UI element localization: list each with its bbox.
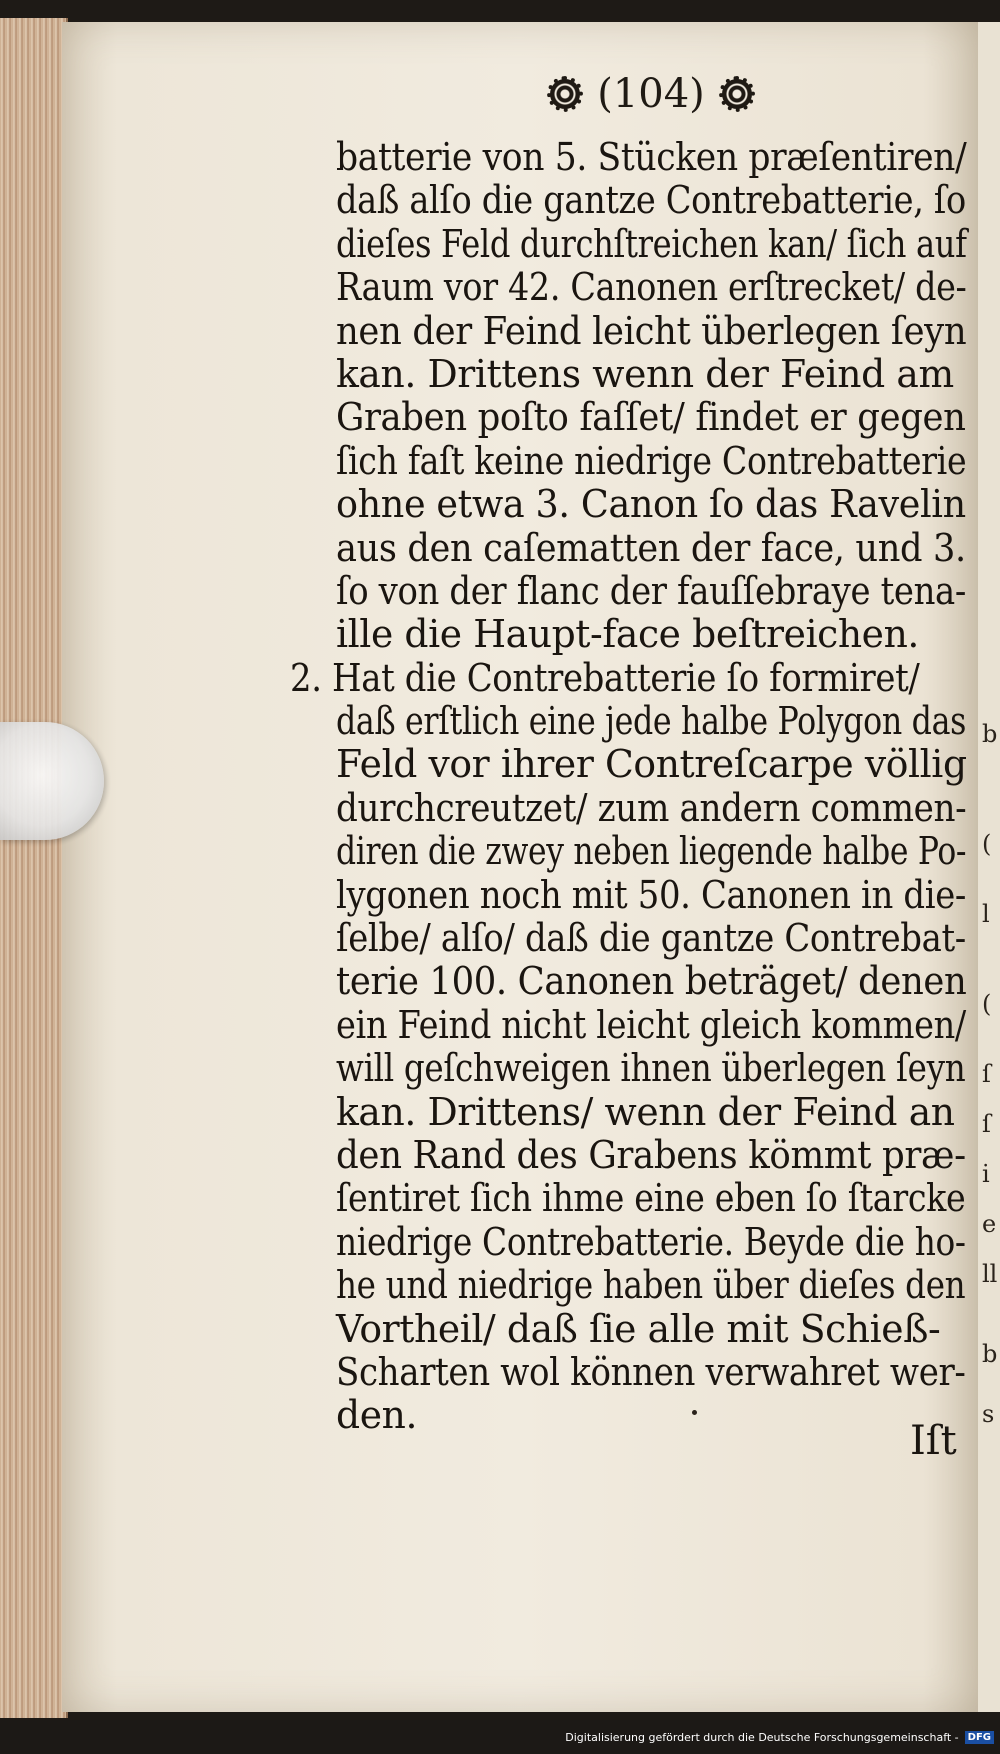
text-line: daß alſo die gantze Contrebatterie, ſo bbox=[336, 178, 966, 223]
text-line: ſich faſt keine niedrige Contrebatterie bbox=[336, 438, 967, 483]
footer-credit: Digitalisierung gefördert durch die Deutsche Forschungsgemeinschaft - bbox=[565, 1730, 959, 1744]
text-line: durchcreutzet/ zum andern commen- bbox=[336, 785, 967, 830]
text-line: dieſes Feld durchſtreichen kan/ ſich auf bbox=[336, 221, 967, 266]
dfg-logo: DFG bbox=[965, 1731, 994, 1744]
text-line: Scharten wol können verwahret wer- bbox=[336, 1349, 966, 1394]
text-line: he und niedrige haben über dieſes den bbox=[336, 1263, 966, 1308]
text-line: will geſchweigen ihnen überlegen ſeyn bbox=[336, 1046, 966, 1091]
footer-bar bbox=[0, 1720, 1000, 1754]
text-line: ſentiret ſich ihme eine eben ſo ſtarcke bbox=[336, 1176, 966, 1221]
adjacent-page-glyph: l bbox=[982, 900, 990, 928]
text-line: terie 100. Canonen beträget/ denen bbox=[336, 959, 967, 1004]
text-line: batterie von 5. Stücken præſentiren/ bbox=[336, 135, 967, 179]
book-page-edges bbox=[0, 18, 68, 1718]
text-line: aus den caſematten der face, und 3. bbox=[336, 525, 966, 570]
text-line: Graben poſto faſſet/ findet er gegen bbox=[336, 395, 966, 440]
text-line: Feld vor ihrer Contreſcarpe völlig bbox=[336, 742, 967, 787]
adjacent-page-glyph: b bbox=[982, 1340, 998, 1368]
adjacent-page-glyph: ſ bbox=[982, 1060, 991, 1088]
text-line: Vortheil/ daß ſie alle mit Schieß- bbox=[336, 1306, 941, 1351]
text-line: lygonen noch mit 50. Canonen in die- bbox=[336, 872, 967, 917]
text-line: niedrige Contrebatterie. Beyde die ho- bbox=[336, 1219, 966, 1264]
text-line: nen der Feind leicht überlegen ſeyn bbox=[336, 308, 967, 353]
adjacent-page-glyph: ſ bbox=[982, 1110, 991, 1138]
text-line: 2. Hat die Contrebatterie ſo formiret/ bbox=[290, 655, 920, 700]
adjacent-page-glyph: ll bbox=[982, 1260, 998, 1288]
ornament-left-icon bbox=[547, 76, 583, 112]
text-line: ſelbe/ alſo/ daß die gantze Contrebat- bbox=[336, 916, 966, 961]
text-line: kan. Drittens/ wenn der Feind an bbox=[336, 1089, 955, 1134]
ornament-right-icon bbox=[719, 76, 755, 112]
adjacent-page-glyph: e bbox=[982, 1210, 997, 1238]
adjacent-page-glyph: ( bbox=[982, 990, 992, 1018]
adjacent-page-glyph: b bbox=[982, 720, 998, 748]
adjacent-page-glyph: i bbox=[982, 1160, 990, 1188]
text-line: ille die Haupt-face beſtreichen. bbox=[336, 612, 920, 657]
body-text bbox=[290, 135, 972, 1438]
adjacent-page-strip bbox=[978, 22, 1000, 1712]
catchword: Iſt bbox=[910, 1418, 957, 1464]
page-header bbox=[536, 66, 766, 122]
text-line: den Rand des Grabens kömmt præ- bbox=[336, 1132, 966, 1177]
adjacent-page-glyph: ( bbox=[982, 830, 992, 858]
text-line: ein Feind nicht leicht gleich kommen/ bbox=[336, 1002, 966, 1047]
text-line: kan. Drittens wenn der Feind am bbox=[336, 351, 954, 396]
text-line: daß erſtlich eine jede halbe Polygon das bbox=[336, 699, 967, 744]
ink-speck bbox=[692, 1410, 697, 1415]
text-line: den. bbox=[336, 1393, 418, 1438]
text-line: ohne etwa 3. Canon ſo das Ravelin bbox=[336, 482, 966, 527]
text-line: Raum vor 42. Canonen erſtrecket/ de- bbox=[336, 265, 967, 310]
page-number: (104) bbox=[597, 71, 705, 117]
text-line: ſo von der flanc der fauſſebraye tena- bbox=[336, 568, 966, 613]
adjacent-page-glyph: s bbox=[982, 1400, 995, 1428]
text-line: diren die zwey neben liegende halbe Po- bbox=[336, 829, 967, 874]
